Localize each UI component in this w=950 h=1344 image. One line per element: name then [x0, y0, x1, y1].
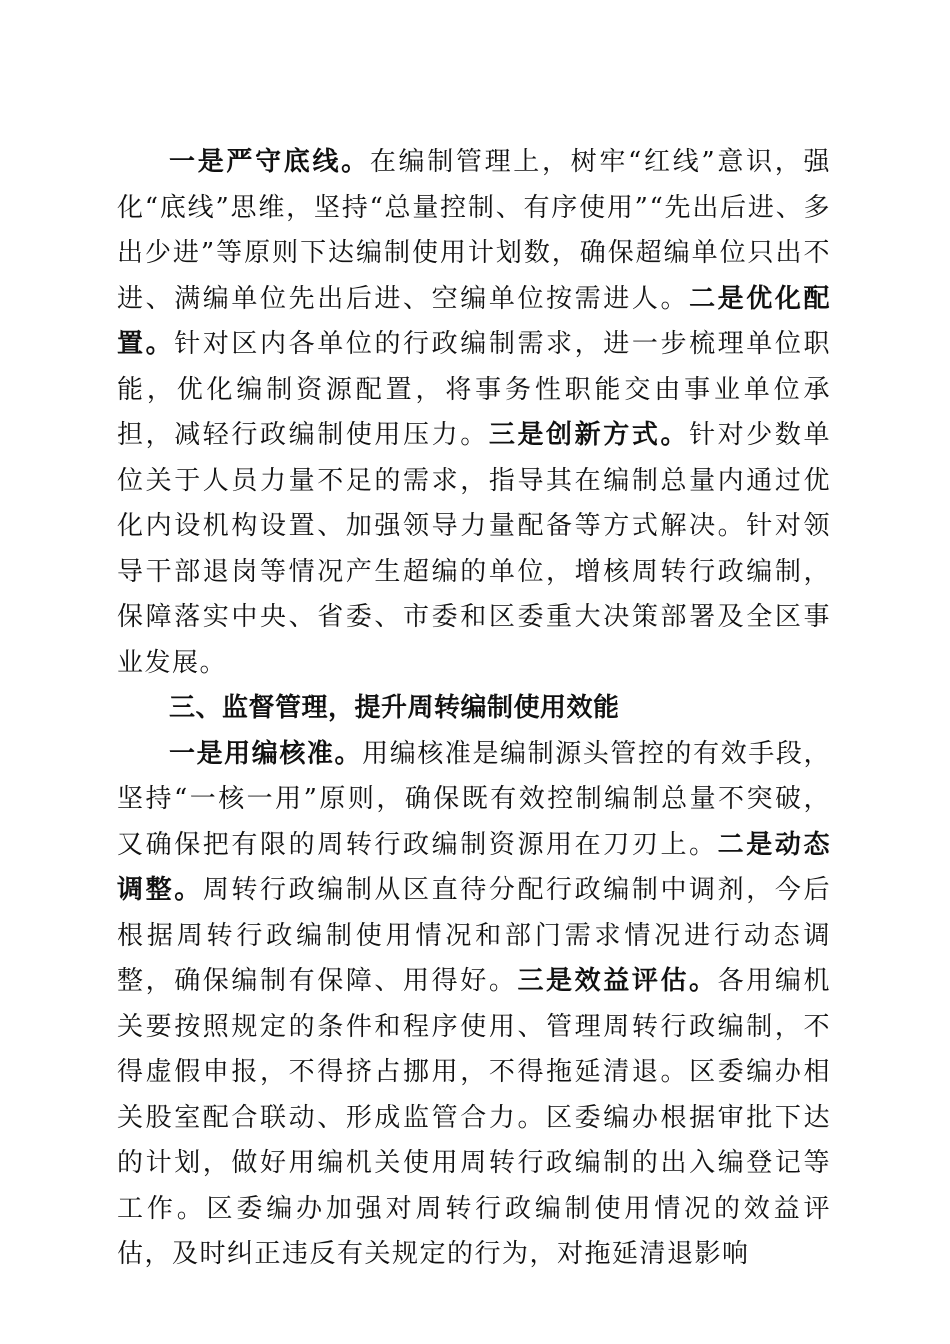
paragraph-text: 各用编机关要按照规定的条件和程序使用、管理周转行政编制，不得虚假申报，不得挤占挪用，不得拖延清退。区委编办相关股室配合联动、形成监管合力。区委编办根据审批下达的计划，做好用编机关使用周转行政编制的出入编登记等工作。区委编办加强对周转行政编制使用情况的效益评估，及时纠正违反有关规定的行为，对拖延清退影响 — [117, 966, 831, 1269]
lead-phrase-1: 一是用编核准。 — [169, 738, 363, 769]
paragraph-text: 用编核准是编制源头管控的有效手段，坚持“一核一用”原则，确保既有效控制编制总量不突破，又确保把有限的周转行政编制资源用在刀刃上。 — [117, 738, 831, 860]
lead-phrase-3: 三是效益评估。 — [517, 966, 718, 996]
paragraph-text: 在编制管理上，树牢“红线”意识，强化“底线”思维，坚持“总量控制、有序使用”“先出后进、多出少进”等原则下达编制使用计划数，确保超编单位只出不进、满编单位先出后进、空编单位按需进人。 — [117, 147, 831, 314]
paragraph-strict-bottom-line — [117, 140, 831, 686]
lead-phrase-2: 二是动态调整。 — [117, 829, 831, 905]
section-heading: 三、监督管理，提升周转编制使用效能 — [169, 693, 620, 723]
paragraph-text: 针对少数单位关于人员力量不足的需求，指导其在编制总量内通过优化内设机构设置、加强领导力量配备等方式解决。针对领导干部退岗等情况产生超编的单位，增核周转行政编制，保障落实中央、省委、市委和区委重大决策部署及全区事业发展。 — [117, 420, 831, 678]
paragraph-text: 针对区内各单位的行政编制需求，进一步梳理单位职能，优化编制资源配置，将事务性职能交由事业单位承担，减轻行政编制使用压力。 — [117, 329, 831, 450]
lead-phrase-1: 一是严守底线。 — [169, 147, 370, 177]
lead-phrase-2: 二是优化配置。 — [117, 283, 831, 359]
paragraph-text: 周转行政编制从区直待分配行政编制中调剂，今后根据周转行政编制使用情况和部门需求情况进行动态调整，确保编制有保障、用得好。 — [117, 875, 831, 996]
lead-phrase-3: 三是创新方式。 — [488, 420, 690, 450]
document-body — [117, 140, 831, 1278]
paragraph-supervision — [117, 732, 831, 1278]
